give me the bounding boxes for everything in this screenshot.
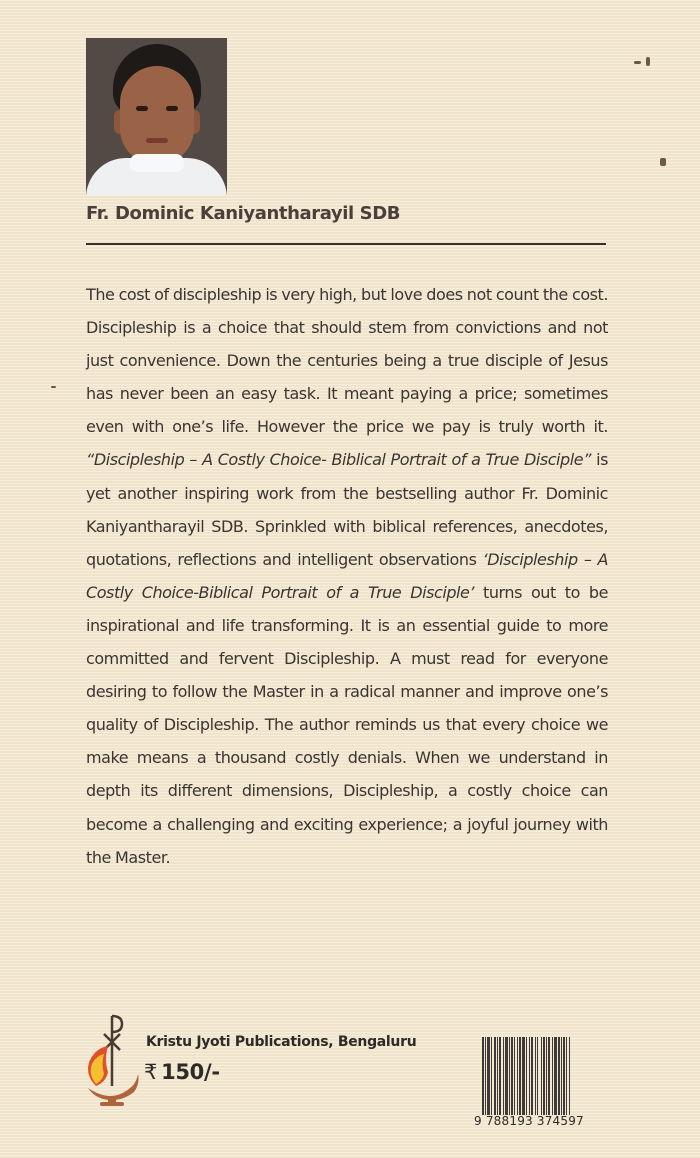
author-name: Fr. Dominic Kaniyantharayil SDB [86, 203, 401, 224]
isbn-number: 9 788193 374597 [474, 1114, 584, 1128]
blurb-title-quote: “Discipleship – A Costly Choice- Biblical Portrait of a True Disciple” [86, 450, 591, 470]
paper-speck [646, 57, 650, 66]
blurb-text [86, 278, 608, 874]
barcode-bars [482, 1037, 600, 1115]
photo-collar [130, 154, 184, 172]
divider-rule [86, 243, 606, 245]
blurb-title-quote: ‘Discipleship – A Costly Choice-Biblical Portrait of a True Disciple’ [86, 549, 609, 602]
price [144, 1060, 220, 1084]
blurb-part: The cost of discipleship is very high, but love does not count the cost. Discipleship is a choice that should stem from convictions and not just convenience. Down the centuries being a true disciple of Jesus has never been an easy task. It meant paying a price; sometimes even with one’s life. However the price we pay is truly worth it. [86, 285, 608, 437]
blurb-part: turns out to be inspirational and life transforming. It is an essential guide to more committed and fervent Discipleship. A must read for everyone desiring to follow the Master in a radical manner and improve one’s quality of Discipleship. The author reminds us that every choice we make means a thousand costly denials. When we understand in depth its different dimensions, Discipleship, a costly choice can become a challenging and exciting experience; a joyful journey with the Master. [86, 582, 608, 867]
price-value: 150/- [161, 1060, 220, 1084]
publisher-name: Kristu Jyoti Publications, Bengaluru [146, 1034, 417, 1050]
paper-speck [634, 61, 641, 64]
photo-eye-left [136, 106, 148, 111]
photo-eye-right [166, 106, 178, 111]
photo-face [120, 66, 194, 164]
isbn-barcode [482, 1037, 600, 1117]
blurb-part: is yet another inspiring work from the bestselling author Fr. Dominic Kaniyantharayil SDB. Sprinkled with biblical references, anecdotes, quotations, reflections and intelligent observations [86, 450, 608, 569]
author-photo [86, 38, 227, 195]
photo-mouth [146, 138, 168, 143]
paper-speck [660, 158, 666, 166]
rupee-icon: ₹ [144, 1060, 158, 1084]
chi-rho-oil-lamp-icon [78, 1008, 144, 1108]
paper-speck [51, 386, 56, 388]
